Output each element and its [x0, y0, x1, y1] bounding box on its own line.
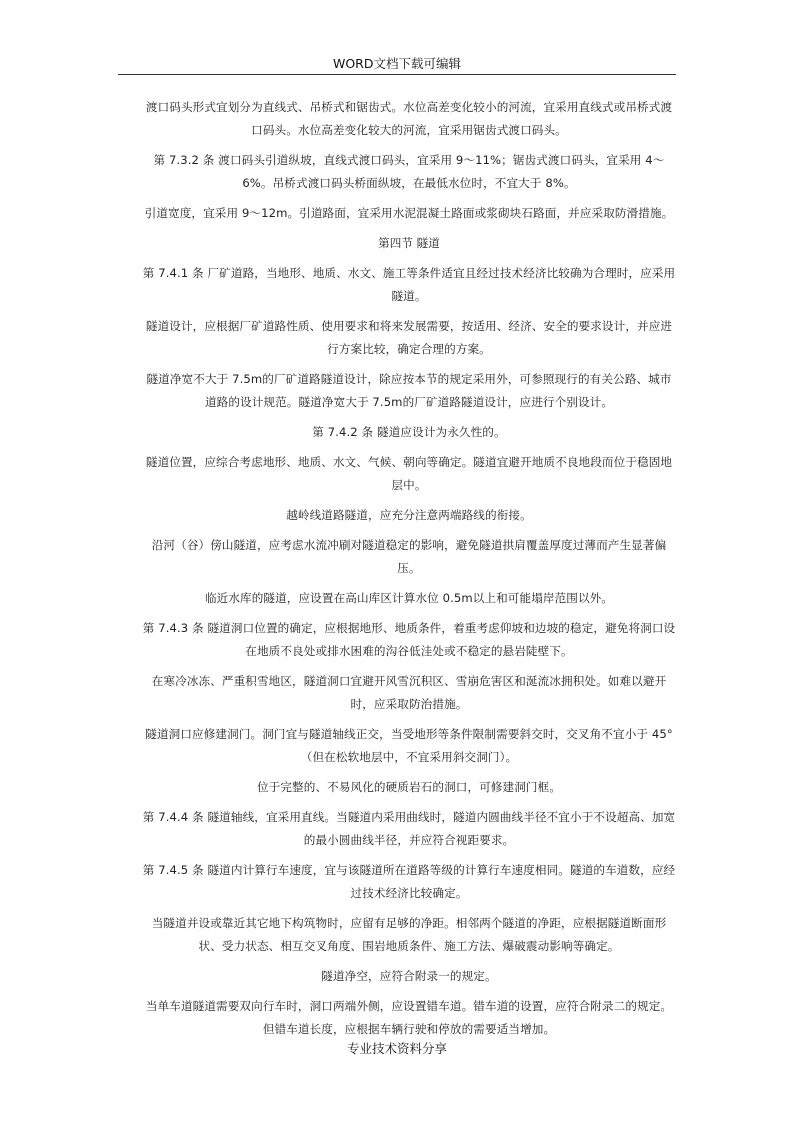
paragraph-tunnel-clearance: 隧道净空，应符合附录一的规定。 [321, 969, 497, 983]
paragraph-passing-bay: 当单车道隧道需要双向行车时，洞口两端外侧，应设置错车道。错车道的设置，应符合附录二的规定。但错车道长度，应根据车辆行驶和停放的需要适当增加。 [145, 999, 673, 1036]
paragraph-article-7-4-2: 第 7.4.2 条 隧道应设计为永久性的。 [312, 425, 506, 439]
section-heading-tunnel: 第四节 隧道 [378, 236, 440, 250]
paragraph-portal-frame: 位于完整的、不易风化的硬质岩石的洞口，可修建洞门框。 [256, 780, 562, 794]
page-header: WORD文档下载可编辑 [332, 56, 461, 71]
paragraph-tunnel-location: 隧道位置，应综合考虑地形、地质、水文、气候、朝向等确定。隧道宜避开地质不良地段而位于稳固地层中。 [145, 455, 673, 492]
paragraph-tunnel-width: 隧道净宽不大于 7.5m的厂矿道路隧道设计，除应按本节的规定采用外，可参照现行的有关公路、城市道路的设计规范。隧道净宽大于 7.5m的厂矿道路隧道设计，应进行个别设计。 [146, 372, 672, 409]
paragraph-ferry-dock-types: 渡口码头形式宜划分为直线式、吊桥式和锯齿式。水位高差变化较小的河流，宜采用直线式或吊桥式渡口码头。水位高差变化较大的河流，宜采用锯齿式渡口码头。 [145, 100, 673, 137]
paragraph-article-7-3-2: 第 7.3.2 条 渡口码头引道纵坡，直线式渡口码头，宜采用 9～11%；锯齿式渡口码头，宜采用 4～6%。吊桥式渡口码头桥面纵坡，在最低水位时，不宜大于 8%。 [153, 153, 665, 190]
paragraph-clearance-spacing: 当隧道并设或靠近其它地下构筑物时，应留有足够的净距。相邻两个隧道的净距，应根据隧道断面形状、受力状态、相互交叉角度、围岩地质条件、施工方法、爆破震动影响等确定。 [151, 916, 667, 953]
paragraph-article-7-4-1: 第 7.4.1 条 厂矿道路，当地形、地质、水文、施工等条件适宜且经过技术经济比较确为合理时，应采用隧道。 [142, 266, 676, 303]
paragraph-portal-gate: 隧道洞口应修建洞门。洞门宜与隧道轴线正交，当受地形等条件限制需要斜交时，交叉角不宜小于 45°（但在松软地层中，不宜采用斜交洞门）。 [145, 727, 673, 764]
paragraph-article-7-4-4: 第 7.4.4 条 隧道轴线，宜采用直线。当隧道内采用曲线时，隧道内圆曲线半径不宜小于不设超高、加宽的最小圆曲线半径，并应符合视距要求。 [142, 810, 676, 847]
paragraph-approach-width: 引道宽度，宜采用 9～12m。引道路面，宜采用水泥混凝土路面或浆砌块石路面，并应采取防滑措施。 [144, 206, 674, 220]
paragraph-ridge-tunnel: 越岭线道路隧道，应充分注意两端路线的衔接。 [286, 508, 532, 522]
paragraph-riverside-tunnel: 沿河（谷）傍山隧道，应考虑水流冲刷对隧道稳定的影响，避免隧道拱肩覆盖厚度过薄而产生显著偏压。 [151, 538, 667, 575]
paragraph-tunnel-design: 隧道设计，应根据厂矿道路性质、使用要求和将来发展需要，按适用、经济、安全的要求设计，并应进行方案比较，确定合理的方案。 [145, 319, 673, 356]
paragraph-article-7-4-5: 第 7.4.5 条 隧道内计算行车速度，宜与该隧道所在道路等级的计算行车速度相同。隧道的车道数，应经过技术经济比较确定。 [142, 863, 676, 900]
document-body [141, 96, 677, 1048]
paragraph-reservoir-tunnel: 临近水库的隧道，应设置在高山库区计算水位 0.5m以上和可能塌岸范围以外。 [204, 591, 614, 605]
header-divider [118, 74, 676, 75]
paragraph-cold-region: 在寒冷冰冻、严重积雪地区，隧道洞口宜避开风雪沉积区、雪崩危害区和涎流冰拥积处。如难以避开时，应采取防治措施。 [151, 674, 667, 711]
paragraph-article-7-4-3: 第 7.4.3 条 隧道洞口位置的确定，应根据地形、地质条件，着重考虑仰坡和边坡的稳定，避免将洞口设在地质不良处或排水困难的沟谷低洼处或不稳定的悬岩陡壁下。 [142, 621, 676, 658]
page-footer: 专业技术资料分享 [346, 1041, 447, 1056]
